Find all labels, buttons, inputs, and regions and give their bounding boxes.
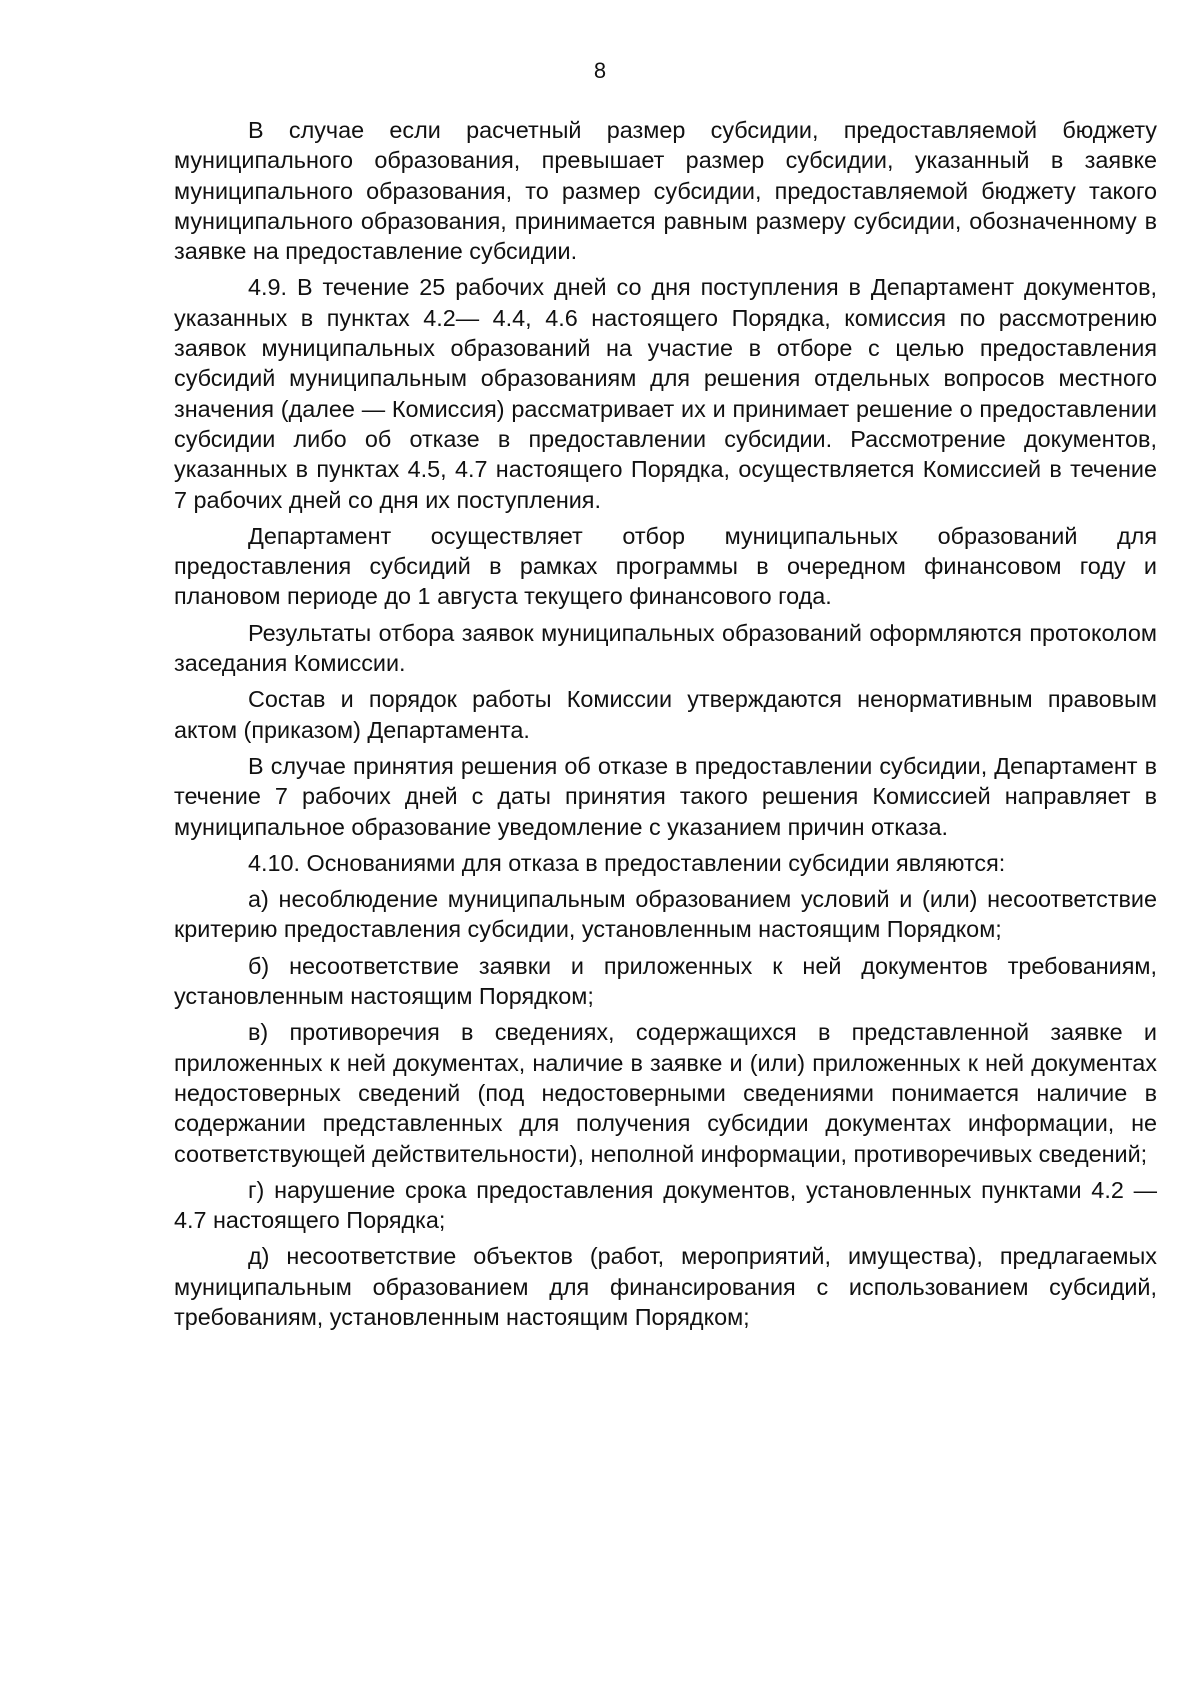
page-number: 8 — [593, 58, 607, 83]
paragraph-refusal-notice: В случае принятия решения об отказе в предоставлении субсидии, Департамент в течение 7 рабочих дней с даты принятия такого решения Комиссией направляет в муниципальное образование уведомление с указанием причин отказа. — [174, 752, 1157, 840]
paragraph-4-9: 4.9. В течение 25 рабочих дней со дня поступления в Департамент документов, указанных в пунктах 4.2— 4.4, 4.6 настоящего Порядка, комиссия по рассмотрению заявок муниципальных образований на участие в отборе с целью предоставления субсидий муниципальным образованиям для решения отдельных вопросов местного значения (далее — Комиссия) рассматривает их и принимает решение о предоставлении субсидии либо об отказе в предоставлении субсидии. Рассмотрение документов, указанных в пунктах 4.5, 4.7 настоящего Порядка, осуществляется Комиссией в течение 7 рабочих дней со дня их поступления. — [174, 274, 1157, 513]
document-body — [174, 115, 1157, 1338]
list-item-b: б) несоответствие заявки и приложенных к ней документов требованиям, установленным настоящим Порядком; — [174, 952, 1157, 1010]
paragraph-selection: Департамент осуществляет отбор муниципальных образований для предоставления субсидий в рамках программы в очередном финансовом году и плановом периоде до 1 августа текущего финансового года. — [174, 522, 1157, 610]
paragraph-subsidy-size: В случае если расчетный размер субсидии, предоставляемой бюджету муниципального образования, превышает размер субсидии, указанный в заявке муниципального образования, то размер субсидии, предоставляемой бюджету такого муниципального образования, принимается равным размеру субсидии, обозначенному в заявке на предоставление субсидии. — [174, 117, 1157, 265]
list-item-d: д) несоответствие объектов (работ, мероприятий, имущества), предлагаемых муниципальным образованием для финансирования с использованием субсидий, требованиям, установленным настоящим Порядком; — [174, 1243, 1157, 1330]
list-item-g: г) нарушение срока предоставления документов, установленных пунктами 4.2 — 4.7 настоящего Порядка; — [174, 1176, 1157, 1234]
paragraph-results: Результаты отбора заявок муниципальных образований оформляются протоколом заседания Комиссии. — [174, 619, 1157, 677]
paragraph-4-10: 4.10. Основаниями для отказа в предоставлении субсидии являются: — [248, 849, 1006, 876]
list-item-a: а) несоблюдение муниципальным образованием условий и (или) несоответствие критерию предоставления субсидии, установленным настоящим Порядком; — [174, 886, 1157, 943]
list-item-v: в) противоречия в сведениях, содержащихся в представленной заявке и приложенных к ней документах, наличие в заявке и (или) приложенных к ней документах недостоверных сведений (под недостоверными сведениями понимается наличие в содержании представленных для получения субсидии документах информации, не соответствующей действительности), неполной информации, противоречивых сведений; — [174, 1019, 1157, 1167]
paragraph-commission: Состав и порядок работы Комиссии утверждаются ненормативным правовым актом (приказом) Департамента. — [174, 686, 1157, 743]
